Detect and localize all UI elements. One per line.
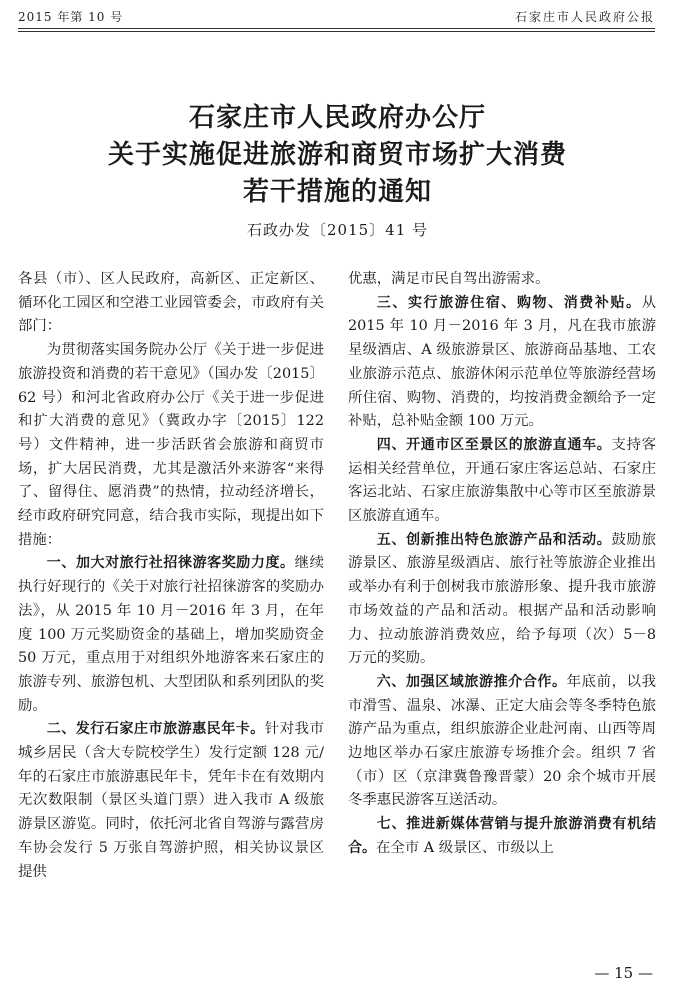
measure-1-body: 继续执行好现行的《关于对旅行社招徕游客的奖励办法》，从 2015 年 10 月－2016 年 3 月，在年度 100 万元奖励资金的基础上，增加奖励资金 50 万元，重点用于对组织外地游客来石家庄的旅游专列、旅游包机、大型团队和系列团队的奖励。 — [18, 555, 324, 714]
measure-7-heading: 七、推进新媒体营销与提升旅游消费有机结合。 — [348, 816, 656, 856]
left-column — [18, 268, 324, 884]
document-number: 石政办发〔2015〕41 号 — [246, 221, 429, 239]
intro-paragraph: 为贯彻落实国务院办公厅《关于进一步促进旅游投资和消费的若干意见》（国办发〔2015〕62 号）和河北省政府办公厅《关于进一步促进和扩大消费的意见》（冀政办字〔2015〕122 号）文件精神，进一步活跃省会旅游和商贸市场，扩大居民消费，尤其是激活外来游客“来得了、留得住、愿消费”的热情，拉动经济增长，经市政府研究同意，结合我市实际，现提出如下措施： — [18, 342, 324, 548]
title-line-2: 关于实施促进旅游和商贸市场扩大消费 — [107, 140, 567, 170]
right-column — [348, 268, 656, 861]
title-line-3: 若干措施的通知 — [242, 177, 432, 207]
measure-3-body: 从 2015 年 10 月－2016 年 3 月，凡在我市旅游星级酒店、A 级旅游景区、旅游商品基地、工农业旅游示范点、旅游休闲示范单位等旅游经营场所住宿、购物、消费的，均按消费金额给予一定补贴，总补贴金额 100 万元。 — [348, 294, 656, 430]
measure-6 — [348, 671, 656, 813]
measure-1 — [18, 552, 324, 718]
measure-4-body: 支持客运相关经营单位，开通石家庄客运总站、石家庄客运北站、石家庄旅游集散中心等市区至旅游景区旅游直通车。 — [348, 436, 656, 525]
measure-3 — [348, 292, 656, 434]
measure-5-body: 鼓励旅游景区、旅游星级酒店、旅行社等旅游企业推出或举办有利于创树我市旅游形象、提升我市旅游市场效益的产品和活动。根据产品和活动影响力、拉动旅游消费效应，给予每项（次）5－8 万元的奖励。 — [348, 531, 656, 667]
measure-2 — [18, 718, 324, 884]
title-line-1: 石家庄市人民政府办公厅 — [188, 103, 486, 133]
measure-2-body: 针对我市城乡居民（含大专院校学生）发行定额 128 元/年的石家庄市旅游惠民年卡，凭年卡在有效期内无次数限制（景区头道门票）进入我市 A 级旅游景区游览。同时，依托河北省自驾游与露营房车协会发行 5 万张自驾游护照，相关协议景区提供 — [18, 721, 324, 880]
publication-name: 石家庄市人民政府公报 — [514, 10, 655, 24]
measure-3-heading: 三、实行旅游住宿、购物、消费补贴。 — [376, 294, 642, 311]
header-rule — [18, 28, 655, 29]
measure-5 — [348, 529, 656, 671]
continuation-text: 优惠，满足市民自驾出游需求。 — [348, 271, 550, 287]
measure-6-heading: 六、加强区域旅游推介合作。 — [376, 673, 567, 690]
salutation: 各县（市）、区人民政府，高新区、正定新区、循环化工园区和空港工业园管委会，市政府有关部门： — [18, 271, 324, 335]
header-rule-thin — [18, 31, 655, 32]
measure-5-heading: 五、创新推出特色旅游产品和活动。 — [376, 531, 612, 548]
measure-4 — [348, 434, 656, 529]
measure-7 — [348, 813, 656, 860]
measure-4-heading: 四、开通市区至景区的旅游直通车。 — [376, 436, 612, 453]
measure-1-heading: 一、加大对旅行社招徕游客奖励力度。 — [46, 555, 295, 572]
measure-6-body: 年底前，以我市滑雪、温泉、冰瀑、正定大庙会等冬季特色旅游产品为重点，组织旅游企业赴河南、山西等周边地区举办石家庄旅游专场推介会。组织 7 省（市）区（京津冀鲁豫晋蒙）20 余个城市开展冬季惠民游客互送活动。 — [348, 673, 656, 809]
page-number: — 15 — — [594, 964, 653, 982]
measure-2-heading: 二、发行石家庄市旅游惠民年卡。 — [46, 721, 265, 738]
measure-7-body: 在全市 A 级景区、市级以上 — [376, 839, 554, 856]
page-header — [18, 6, 655, 26]
issue-label: 2015 年第 10 号 — [18, 10, 124, 24]
